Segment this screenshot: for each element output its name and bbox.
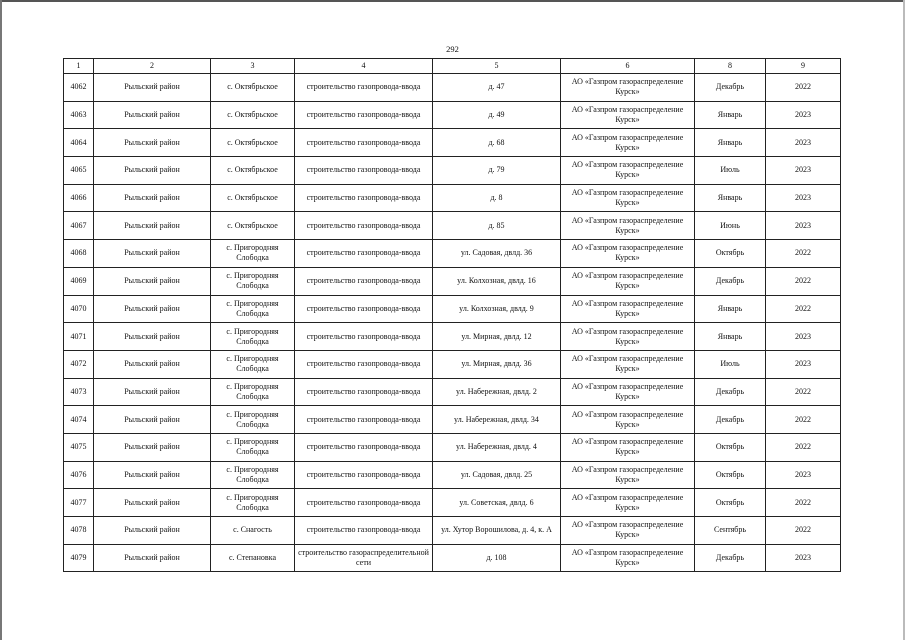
cell-month: Январь [695, 129, 766, 157]
table-row [64, 157, 841, 185]
cell-district: Рыльский район [94, 212, 211, 240]
cell-organization: АО «Газпром газораспределение Курск» [561, 433, 695, 461]
table-row [64, 489, 841, 517]
table-header [64, 59, 841, 74]
table-body [64, 74, 841, 572]
cell-organization: АО «Газпром газораспределение Курск» [561, 295, 695, 323]
cell-year: 2023 [766, 544, 841, 572]
cell-work-type: строительство газопровода-ввода [295, 378, 433, 406]
table-row [64, 323, 841, 351]
cell-number: 4071 [64, 323, 94, 351]
cell-work-type: строительство газопровода-ввода [295, 295, 433, 323]
table-row [64, 212, 841, 240]
cell-district: Рыльский район [94, 323, 211, 351]
cell-work-type: строительство газопровода-ввода [295, 129, 433, 157]
cell-month: Июль [695, 157, 766, 185]
cell-district: Рыльский район [94, 295, 211, 323]
cell-settlement: с. Пригородняя Слободка [211, 406, 295, 434]
cell-settlement: с. Октябрьское [211, 157, 295, 185]
cell-month: Сентябрь [695, 517, 766, 545]
cell-month: Декабрь [695, 406, 766, 434]
cell-district: Рыльский район [94, 378, 211, 406]
cell-month: Январь [695, 184, 766, 212]
cell-district: Рыльский район [94, 240, 211, 268]
cell-work-type: строительство газопровода-ввода [295, 489, 433, 517]
cell-address: ул. Мирная, двлд. 12 [433, 323, 561, 351]
cell-district: Рыльский район [94, 461, 211, 489]
column-header-6: 6 [561, 59, 695, 74]
cell-address: д. 85 [433, 212, 561, 240]
table-row [64, 129, 841, 157]
cell-year: 2022 [766, 295, 841, 323]
cell-address: д. 68 [433, 129, 561, 157]
cell-district: Рыльский район [94, 350, 211, 378]
cell-settlement: с. Октябрьское [211, 129, 295, 157]
cell-organization: АО «Газпром газораспределение Курск» [561, 129, 695, 157]
cell-year: 2023 [766, 350, 841, 378]
cell-number: 4062 [64, 74, 94, 102]
cell-year: 2023 [766, 212, 841, 240]
cell-settlement: с. Пригородняя Слободка [211, 378, 295, 406]
table-row [64, 295, 841, 323]
cell-district: Рыльский район [94, 517, 211, 545]
cell-district: Рыльский район [94, 74, 211, 102]
cell-month: Октябрь [695, 433, 766, 461]
cell-district: Рыльский район [94, 267, 211, 295]
cell-number: 4070 [64, 295, 94, 323]
cell-organization: АО «Газпром газораспределение Курск» [561, 489, 695, 517]
cell-month: Октябрь [695, 240, 766, 268]
cell-address: ул. Садовая, двлд. 25 [433, 461, 561, 489]
cell-organization: АО «Газпром газораспределение Курск» [561, 350, 695, 378]
column-header-4: 4 [295, 59, 433, 74]
cell-number: 4065 [64, 157, 94, 185]
cell-work-type: строительство газопровода-ввода [295, 267, 433, 295]
cell-number: 4064 [64, 129, 94, 157]
cell-year: 2023 [766, 157, 841, 185]
cell-address: ул. Колхозная, двлд. 9 [433, 295, 561, 323]
cell-district: Рыльский район [94, 544, 211, 572]
cell-month: Октябрь [695, 461, 766, 489]
cell-settlement: с. Пригородняя Слободка [211, 350, 295, 378]
cell-month: Январь [695, 295, 766, 323]
cell-year: 2023 [766, 461, 841, 489]
table-row [64, 433, 841, 461]
cell-settlement: с. Октябрьское [211, 184, 295, 212]
cell-settlement: с. Пригородняя Слободка [211, 433, 295, 461]
cell-organization: АО «Газпром газораспределение Курск» [561, 544, 695, 572]
cell-year: 2022 [766, 240, 841, 268]
table-row [64, 544, 841, 572]
cell-address: д. 49 [433, 101, 561, 129]
cell-year: 2022 [766, 406, 841, 434]
cell-month: Декабрь [695, 544, 766, 572]
cell-work-type: строительство газопровода-ввода [295, 184, 433, 212]
cell-month: Декабрь [695, 267, 766, 295]
cell-address: ул. Советская, двлд. 6 [433, 489, 561, 517]
cell-year: 2022 [766, 74, 841, 102]
cell-work-type: строительство газопровода-ввода [295, 74, 433, 102]
cell-number: 4063 [64, 101, 94, 129]
cell-settlement: с. Пригородняя Слободка [211, 267, 295, 295]
cell-address: д. 79 [433, 157, 561, 185]
cell-work-type: строительство газопровода-ввода [295, 406, 433, 434]
cell-address: ул. Садовая, двлд. 36 [433, 240, 561, 268]
header-row [64, 59, 841, 74]
cell-year: 2022 [766, 489, 841, 517]
cell-work-type: строительство газопровода-ввода [295, 157, 433, 185]
cell-settlement: с. Пригородняя Слободка [211, 489, 295, 517]
cell-year: 2022 [766, 433, 841, 461]
cell-month: Декабрь [695, 74, 766, 102]
cell-month: Октябрь [695, 489, 766, 517]
cell-work-type: строительство газопровода-ввода [295, 240, 433, 268]
cell-organization: АО «Газпром газораспределение Курск» [561, 240, 695, 268]
cell-settlement: с. Пригородняя Слободка [211, 295, 295, 323]
cell-address: ул. Мирная, двлд. 36 [433, 350, 561, 378]
cell-organization: АО «Газпром газораспределение Курск» [561, 323, 695, 351]
cell-settlement: с. Снагость [211, 517, 295, 545]
cell-organization: АО «Газпром газораспределение Курск» [561, 101, 695, 129]
cell-address: ул. Колхозная, двлд. 16 [433, 267, 561, 295]
table-row [64, 406, 841, 434]
cell-work-type: строительство газопровода-ввода [295, 350, 433, 378]
cell-address: ул. Набережная, двлд. 4 [433, 433, 561, 461]
column-header-8: 8 [695, 59, 766, 74]
cell-number: 4075 [64, 433, 94, 461]
cell-number: 4078 [64, 517, 94, 545]
column-header-3: 3 [211, 59, 295, 74]
cell-year: 2023 [766, 129, 841, 157]
cell-month: Июнь [695, 212, 766, 240]
cell-settlement: с. Октябрьское [211, 101, 295, 129]
cell-settlement: с. Степановка [211, 544, 295, 572]
cell-work-type: строительство газопровода-ввода [295, 433, 433, 461]
cell-organization: АО «Газпром газораспределение Курск» [561, 74, 695, 102]
cell-organization: АО «Газпром газораспределение Курск» [561, 517, 695, 545]
cell-work-type: строительство газопровода-ввода [295, 517, 433, 545]
cell-number: 4068 [64, 240, 94, 268]
cell-work-type: строительство газопровода-ввода [295, 323, 433, 351]
cell-district: Рыльский район [94, 489, 211, 517]
cell-address: д. 8 [433, 184, 561, 212]
cell-number: 4074 [64, 406, 94, 434]
cell-district: Рыльский район [94, 157, 211, 185]
cell-year: 2022 [766, 267, 841, 295]
cell-organization: АО «Газпром газораспределение Курск» [561, 378, 695, 406]
table-row [64, 517, 841, 545]
cell-number: 4077 [64, 489, 94, 517]
table-row [64, 101, 841, 129]
column-header-1: 1 [64, 59, 94, 74]
cell-address: ул. Хутор Ворошилова, д. 4, к. А [433, 517, 561, 545]
cell-organization: АО «Газпром газораспределение Курск» [561, 212, 695, 240]
cell-organization: АО «Газпром газораспределение Курск» [561, 157, 695, 185]
cell-work-type: строительство газопровода-ввода [295, 101, 433, 129]
scan-left-edge [0, 0, 2, 640]
cell-month: Январь [695, 101, 766, 129]
cell-month: Декабрь [695, 378, 766, 406]
cell-number: 4079 [64, 544, 94, 572]
cell-settlement: с. Октябрьское [211, 74, 295, 102]
cell-address: ул. Набережная, двлд. 34 [433, 406, 561, 434]
cell-organization: АО «Газпром газораспределение Курск» [561, 461, 695, 489]
cell-number: 4069 [64, 267, 94, 295]
cell-settlement: с. Пригородняя Слободка [211, 240, 295, 268]
cell-organization: АО «Газпром газораспределение Курск» [561, 406, 695, 434]
scan-top-edge [0, 0, 905, 2]
column-header-5: 5 [433, 59, 561, 74]
table-row [64, 74, 841, 102]
cell-work-type: строительство газопровода-ввода [295, 212, 433, 240]
cell-district: Рыльский район [94, 101, 211, 129]
table-row [64, 267, 841, 295]
cell-month: Январь [695, 323, 766, 351]
column-header-9: 9 [766, 59, 841, 74]
cell-year: 2023 [766, 184, 841, 212]
cell-settlement: с. Пригородняя Слободка [211, 323, 295, 351]
cell-number: 4073 [64, 378, 94, 406]
cell-settlement: с. Октябрьское [211, 212, 295, 240]
cell-work-type: строительство газораспределительной сети [295, 544, 433, 572]
cell-organization: АО «Газпром газораспределение Курск» [561, 184, 695, 212]
cell-district: Рыльский район [94, 433, 211, 461]
cell-address: ул. Набережная, двлд. 2 [433, 378, 561, 406]
page-number: 292 [446, 44, 459, 54]
cell-number: 4072 [64, 350, 94, 378]
cell-organization: АО «Газпром газораспределение Курск» [561, 267, 695, 295]
cell-district: Рыльский район [94, 184, 211, 212]
table-row [64, 184, 841, 212]
cell-number: 4067 [64, 212, 94, 240]
cell-month: Июль [695, 350, 766, 378]
table-row [64, 378, 841, 406]
cell-number: 4066 [64, 184, 94, 212]
cell-address: д. 108 [433, 544, 561, 572]
cell-year: 2023 [766, 101, 841, 129]
cell-work-type: строительство газопровода-ввода [295, 461, 433, 489]
table-row [64, 240, 841, 268]
cell-year: 2022 [766, 517, 841, 545]
table-row [64, 350, 841, 378]
cell-number: 4076 [64, 461, 94, 489]
cell-settlement: с. Пригородняя Слободка [211, 461, 295, 489]
cell-district: Рыльский район [94, 406, 211, 434]
cell-year: 2023 [766, 323, 841, 351]
table-row [64, 461, 841, 489]
cell-district: Рыльский район [94, 129, 211, 157]
cell-year: 2022 [766, 378, 841, 406]
gasification-schedule-table [63, 58, 841, 572]
column-header-2: 2 [94, 59, 211, 74]
cell-address: д. 47 [433, 74, 561, 102]
